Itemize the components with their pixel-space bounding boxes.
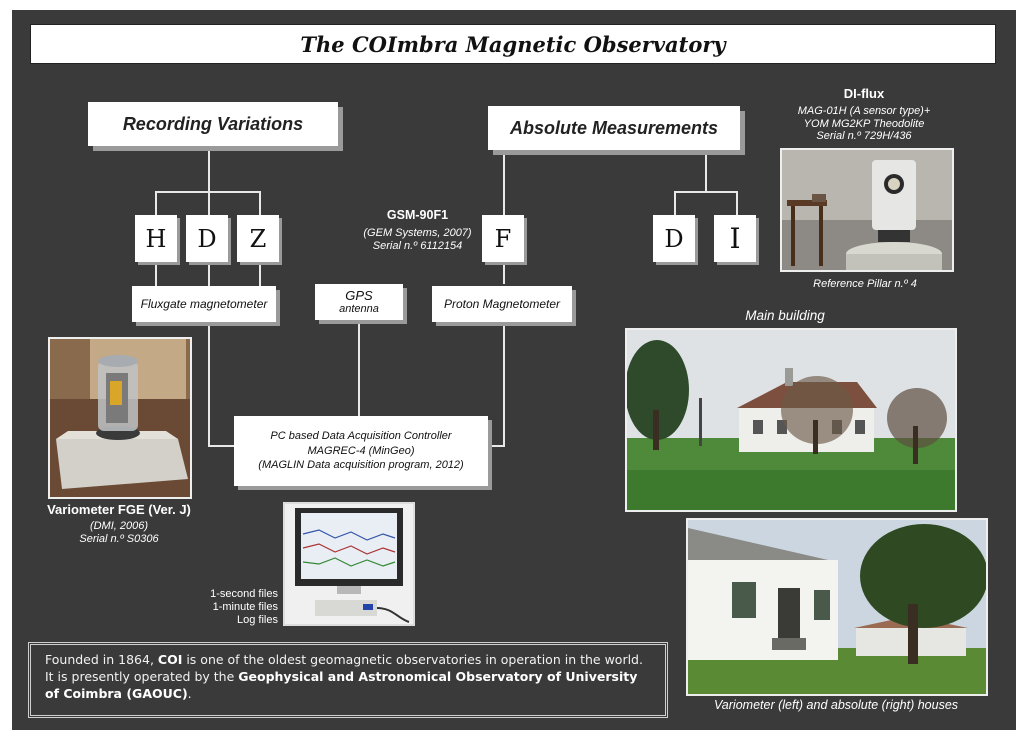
variometer-maker: (DMI, 2006) (89, 520, 149, 532)
connector-line (208, 445, 234, 447)
connector-line (208, 324, 210, 446)
i-absolute-box: I (714, 215, 756, 262)
main-building-photo (625, 328, 957, 512)
houses-illustration (688, 520, 986, 694)
fluxgate-magnetometer-box: Fluxgate magnetometer (132, 286, 276, 322)
connector-line (705, 150, 707, 192)
connector-line (259, 191, 261, 215)
observatory-info-box (28, 642, 668, 718)
houses-caption: Variometer (left) and absolute (right) houses (713, 698, 959, 712)
info-text-3: . (187, 686, 192, 701)
houses-photo (686, 518, 988, 696)
variometer-name: Variometer FGE (Ver. J) (47, 502, 191, 517)
gsm-name: GSM-90F1 (386, 208, 449, 222)
diflux-serial: Serial n.º 729H/436 (816, 130, 912, 143)
connector-line (674, 191, 738, 193)
d-component-box: D (186, 215, 228, 262)
connector-line (358, 324, 360, 416)
main-building-illustration (627, 330, 955, 510)
connector-line (155, 191, 157, 215)
gsm-serial: Serial n.º 6112154 (372, 239, 463, 252)
controller-line2: MAGREC-4 (MinGeo) (307, 444, 415, 457)
files-1-second: 1-second files (210, 588, 278, 600)
info-gaouc: Geophysical and Astronomical Observatory of University of Coimbra (GAOUC) (45, 669, 638, 701)
connector-line (674, 191, 676, 215)
proton-magnetometer-box: Proton Magnetometer (432, 286, 572, 322)
data-acquisition-controller-box (234, 416, 488, 486)
connector-line (503, 324, 505, 446)
diflux-name: DI-flux (843, 86, 885, 101)
variometer-illustration (50, 339, 190, 497)
connector-line (736, 191, 738, 215)
connector-line (503, 150, 505, 215)
connector-line (208, 146, 210, 192)
diflux-theodolite: YOM MG2KP Theodolite (803, 117, 925, 130)
computer-illustration (285, 504, 413, 624)
output-files-list (192, 588, 278, 627)
connector-line (155, 262, 157, 286)
diflux-caption (775, 86, 953, 143)
diflux-sensor: MAG-01H (A sensor type)+ (797, 105, 931, 117)
variometer-photo (48, 337, 192, 499)
h-component-box: H (135, 215, 177, 262)
poster-title: The COImbra Magnetic Observatory (30, 24, 996, 64)
connector-line (503, 262, 505, 284)
controller-line1: PC based Data Acquisition Controller (270, 429, 452, 442)
diflux-photo (780, 148, 954, 272)
f-component-box: F (482, 215, 524, 262)
z-component-box: Z (237, 215, 279, 262)
reference-pillar-caption: Reference Pillar n.º 4 (813, 278, 917, 290)
gps-antenna-box (315, 284, 403, 320)
connector-line (259, 262, 261, 286)
absolute-measurements-box: Absolute Measurements (488, 106, 740, 150)
main-building-caption: Main building (745, 308, 825, 323)
connector-line (488, 445, 505, 447)
connector-line (208, 262, 210, 286)
connector-line (208, 191, 210, 215)
files-1-minute: 1-minute files (212, 601, 278, 613)
info-coi: COI (157, 652, 183, 667)
d-absolute-box: D (653, 215, 695, 262)
controller-line3: (MAGLIN Data acquisition program, 2012) (258, 459, 464, 472)
computer-photo (283, 502, 415, 626)
gsm-caption (355, 208, 480, 252)
variometer-serial: Serial n.º S0306 (79, 532, 159, 545)
gps-antenna-label: antenna (339, 303, 379, 316)
variometer-caption (30, 502, 208, 545)
files-log: Log files (237, 614, 278, 626)
diflux-illustration (782, 150, 952, 270)
gsm-maker: (GEM Systems, 2007) (363, 227, 472, 239)
info-text-2: is one of the oldest geomagnetic observatories in operation in the world. It is presently operated by the (45, 652, 643, 684)
gps-label: GPS (345, 287, 373, 303)
info-text-1: Founded in 1864, (45, 652, 158, 667)
recording-variations-box: Recording Variations (88, 102, 338, 146)
